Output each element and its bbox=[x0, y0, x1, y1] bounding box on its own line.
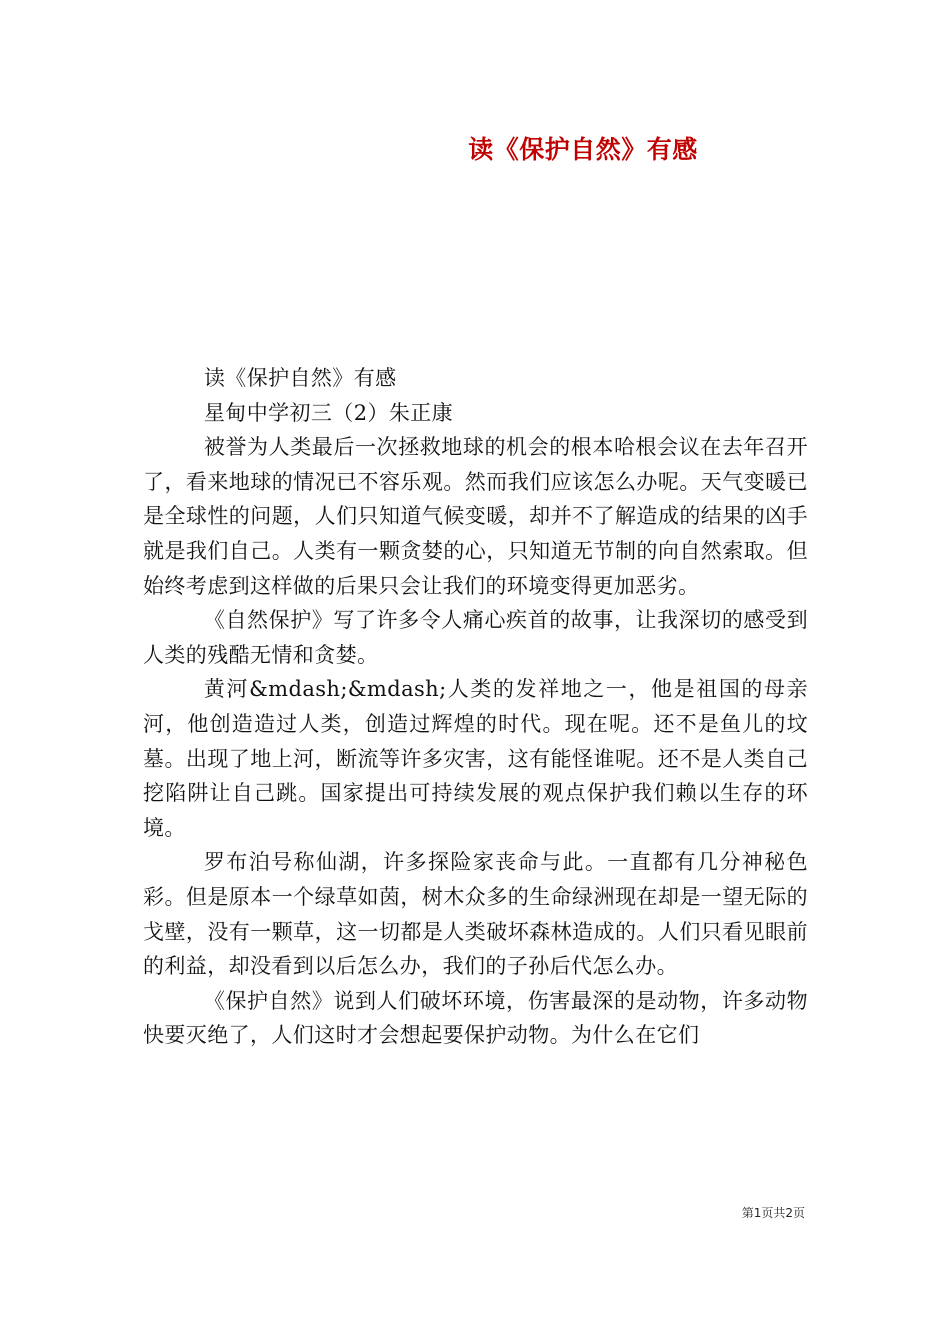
article-body bbox=[143, 361, 808, 1053]
author-line: 星甸中学初三（2）朱正康 bbox=[203, 400, 454, 425]
article-heading: 读《保护自然》有感 bbox=[203, 366, 397, 390]
page-footer: 第1页共2页 bbox=[741, 1206, 805, 1220]
paragraph: 《保护自然》说到人们破坏环境，伤害最深的是动物，许多动物快要灭绝了，人们这时才会想起要保护动物。为什么在它们 bbox=[143, 988, 808, 1048]
paragraph: 黄河&mdash;&mdash;人类的发祥地之一，他是祖国的母亲河，他创造造过人类，创造过辉煌的时代。现在呢。还不是鱼儿的坟墓。出现了地上河，断流等许多灾害，这有能怪谁呢。还不是人类自己挖陷阱让自己跳。国家提出可持续发展的观点保护我们赖以生存的环境。 bbox=[143, 677, 808, 840]
paragraph: 被誉为人类最后一次拯救地球的机会的根本哈根会议在去年召开了，看来地球的情况已不容乐观。然而我们应该怎么办呢。天气变暖已是全球性的问题，人们只知道气候变暖，却并不了解造成的结果的凶手就是我们自己。人类有一颗贪婪的心，只知道无节制的向自然索取。但始终考虑到这样做的后果只会让我们的环境变得更加恶劣。 bbox=[143, 435, 808, 598]
paragraph: 罗布泊号称仙湖，许多探险家丧命与此。一直都有几分神秘色彩。但是原本一个绿草如茵，树木众多的生命绿洲现在却是一望无际的戈壁，没有一颗草，这一切都是人类破坏森林造成的。人们只看见眼前的利益，却没看到以后怎么办，我们的子孙后代怎么办。 bbox=[143, 850, 808, 979]
paragraph: 《自然保护》写了许多令人痛心疾首的故事，让我深切的感受到人类的残酷无情和贪婪。 bbox=[143, 608, 808, 667]
page-title: 读《保护自然》有感 bbox=[468, 135, 698, 164]
